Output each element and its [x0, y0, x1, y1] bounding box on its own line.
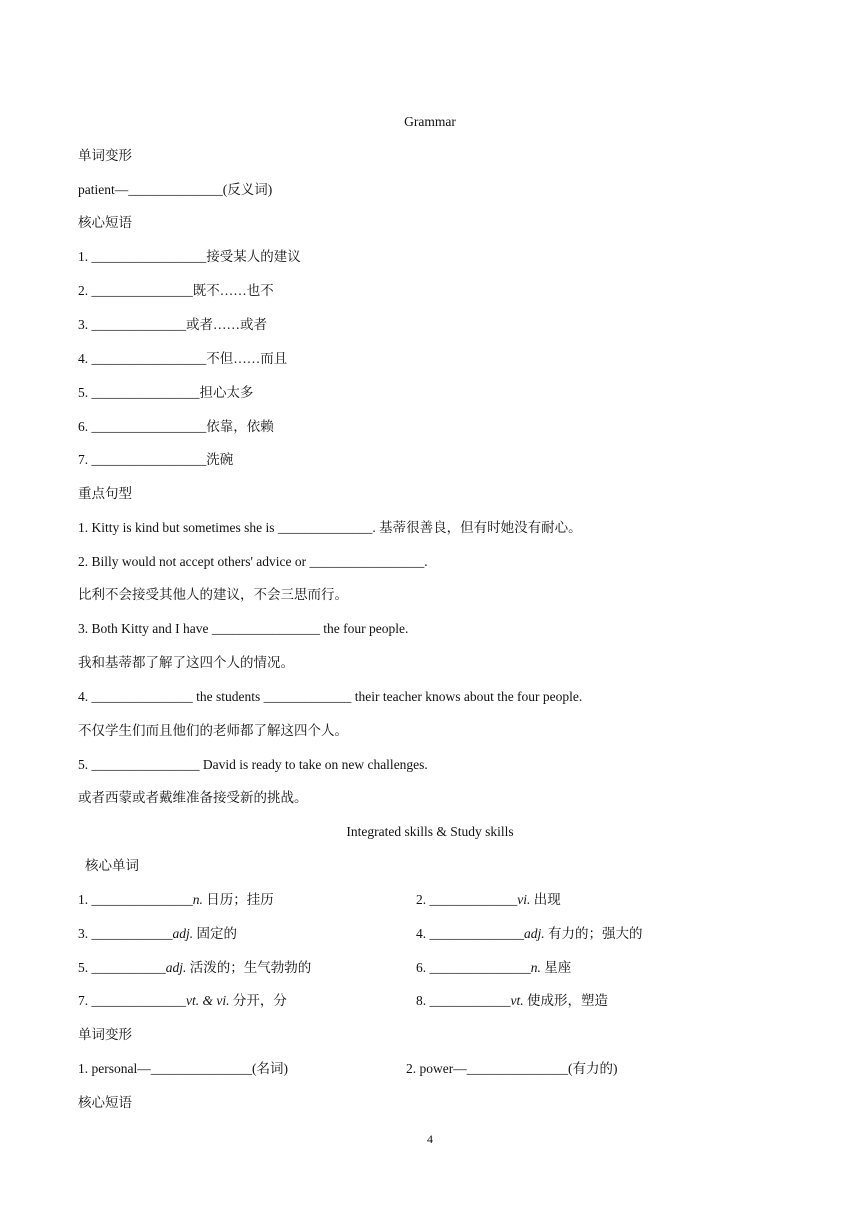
word-form-line: patient—______________(反义词): [78, 182, 273, 197]
heading-core-phrases: 核心短语: [78, 215, 132, 230]
heading-core-phrases-2: 核心短语: [78, 1095, 132, 1110]
heading-core-words: 核心单词: [85, 858, 139, 873]
heading-key-sentences: 重点句型: [78, 486, 132, 501]
section-title-grammar: Grammar: [404, 114, 456, 129]
word-form-item: 2. power—_______________(有力的): [406, 1061, 618, 1076]
heading-word-forms: 单词变形: [78, 148, 132, 163]
vocab-item: 4. ______________adj. 有力的；强大的: [416, 926, 643, 941]
sentence-line: 我和基蒂都了解了这四个人的情况。: [78, 655, 294, 670]
sentence-line: 4. _______________ the students _____________ their teacher knows about the four people.: [78, 689, 583, 704]
phrase-item: 3. ______________或者……或者: [78, 317, 267, 332]
vocab-item: 7. ______________vt. & vi. 分开，分: [78, 993, 287, 1008]
phrase-item: 5. ________________担心太多: [78, 385, 254, 400]
page-number: 4: [427, 1132, 433, 1146]
sentence-line: 不仅学生们而且他们的老师都了解这四个人。: [78, 723, 348, 738]
vocab-item: 6. _______________n. 星座: [416, 960, 572, 975]
sentence-line: 5. ________________ David is ready to take on new challenges.: [78, 757, 428, 772]
vocab-item: 8. ____________vt. 使成形，塑造: [416, 993, 608, 1008]
section-title-integrated-skills: Integrated skills & Study skills: [346, 824, 514, 839]
vocab-item: 2. _____________vi. 出现: [416, 892, 561, 907]
phrase-item: 2. _______________既不……也不: [78, 283, 274, 298]
vocab-item: 5. ___________adj. 活泼的；生气勃勃的: [78, 960, 312, 975]
sentence-line: 比利不会接受其他人的建议，不会三思而行。: [78, 587, 348, 602]
sentence-line: 3. Both Kitty and I have ________________ the four people.: [78, 621, 409, 636]
sentence-line: 2. Billy would not accept others' advice or _________________.: [78, 554, 428, 569]
sentence-line: 1. Kitty is kind but sometimes she is ______________. 基蒂很善良，但有时她没有耐心。: [78, 520, 582, 535]
sentence-line: 或者西蒙或者戴维准备接受新的挑战。: [78, 790, 308, 805]
phrase-item: 6. _________________依靠，依赖: [78, 419, 274, 434]
phrase-item: 1. _________________接受某人的建议: [78, 249, 301, 264]
vocab-item: 1. _______________n. 日历；挂历: [78, 892, 274, 907]
heading-word-forms-2: 单词变形: [78, 1027, 132, 1042]
phrase-item: 4. _________________不但……而且: [78, 351, 288, 366]
vocab-item: 3. ____________adj. 固定的: [78, 926, 238, 941]
phrase-item: 7. _________________洗碗: [78, 452, 234, 467]
word-form-item: 1. personal—_______________(名词): [78, 1061, 288, 1076]
